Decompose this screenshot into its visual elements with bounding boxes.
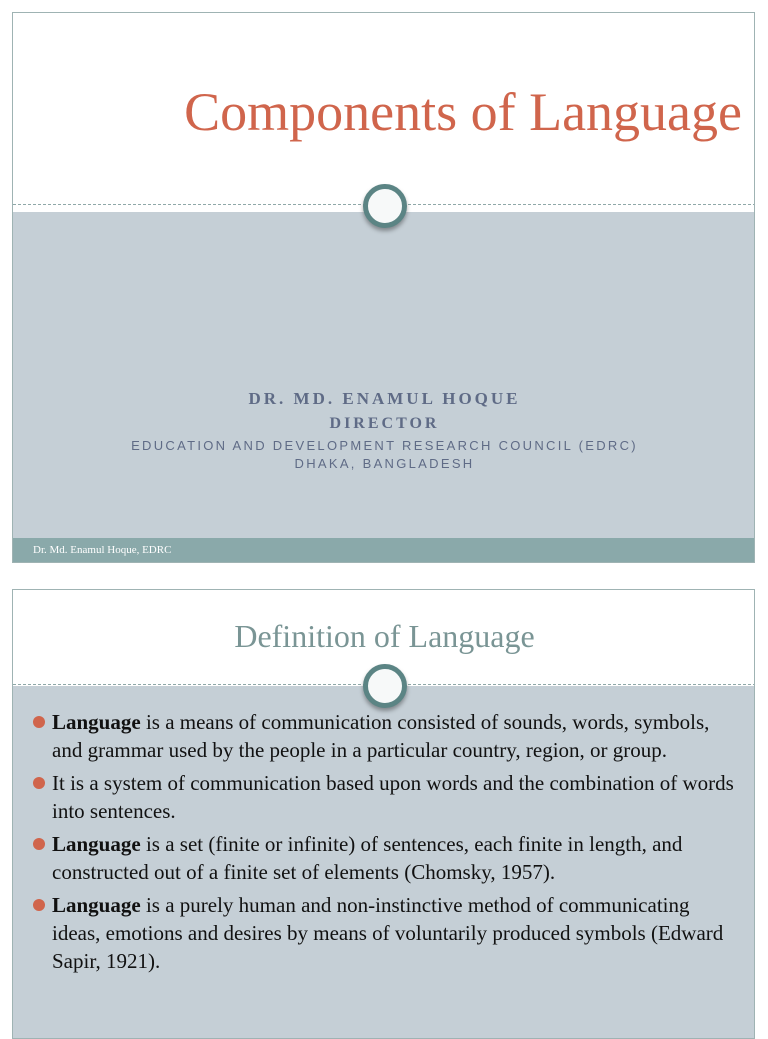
slide-title [12, 12, 755, 563]
bullet-dot-icon [33, 899, 45, 911]
bullet-dot-icon [33, 777, 45, 789]
slide-footer [13, 538, 755, 563]
list-item [33, 830, 743, 886]
bullet-term: Language [52, 893, 141, 917]
author-location: DHAKA, BANGLADESH [294, 456, 475, 471]
author-band [13, 212, 755, 538]
author-name: DR. MD. ENAMUL HOQUE [248, 389, 521, 408]
list-item [33, 891, 743, 975]
footer-text: Dr. Md. Enamul Hoque, EDRC [33, 544, 172, 556]
author-role: DIRECTOR [329, 415, 440, 432]
bullet-text: is a set (finite or infinite) of sentences, each finite in length, and constructed out of a finite set of elements (Chomsky, 1957). [52, 832, 683, 884]
definition-heading: Definition of Language [234, 618, 535, 654]
slide-title-heading: Components of Language [184, 82, 742, 142]
list-item [33, 769, 743, 825]
bullet-text: is a purely human and non-instinctive method of communicating ideas, emotions and desires by means of voluntarily produced symbols (Edward Sapir, 1921). [52, 893, 724, 973]
bullet-dot-icon [33, 716, 45, 728]
definition-list [33, 708, 743, 980]
list-item [33, 708, 743, 764]
bullet-term: Language [52, 832, 141, 856]
slide-definition [12, 589, 755, 1039]
divider-circle-icon [363, 664, 407, 708]
bullet-text: is a means of communication consisted of sounds, words, symbols, and grammar used by the people in a particular country, region, or group. [52, 710, 710, 762]
bullet-text: It is a system of communication based upon words and the combination of words into sentences. [52, 771, 734, 823]
author-organization: EDUCATION AND DEVELOPMENT RESEARCH COUNCIL (EDRC) [131, 438, 638, 453]
divider-circle-icon [363, 184, 407, 228]
bullet-term: Language [52, 710, 141, 734]
bullet-dot-icon [33, 838, 45, 850]
